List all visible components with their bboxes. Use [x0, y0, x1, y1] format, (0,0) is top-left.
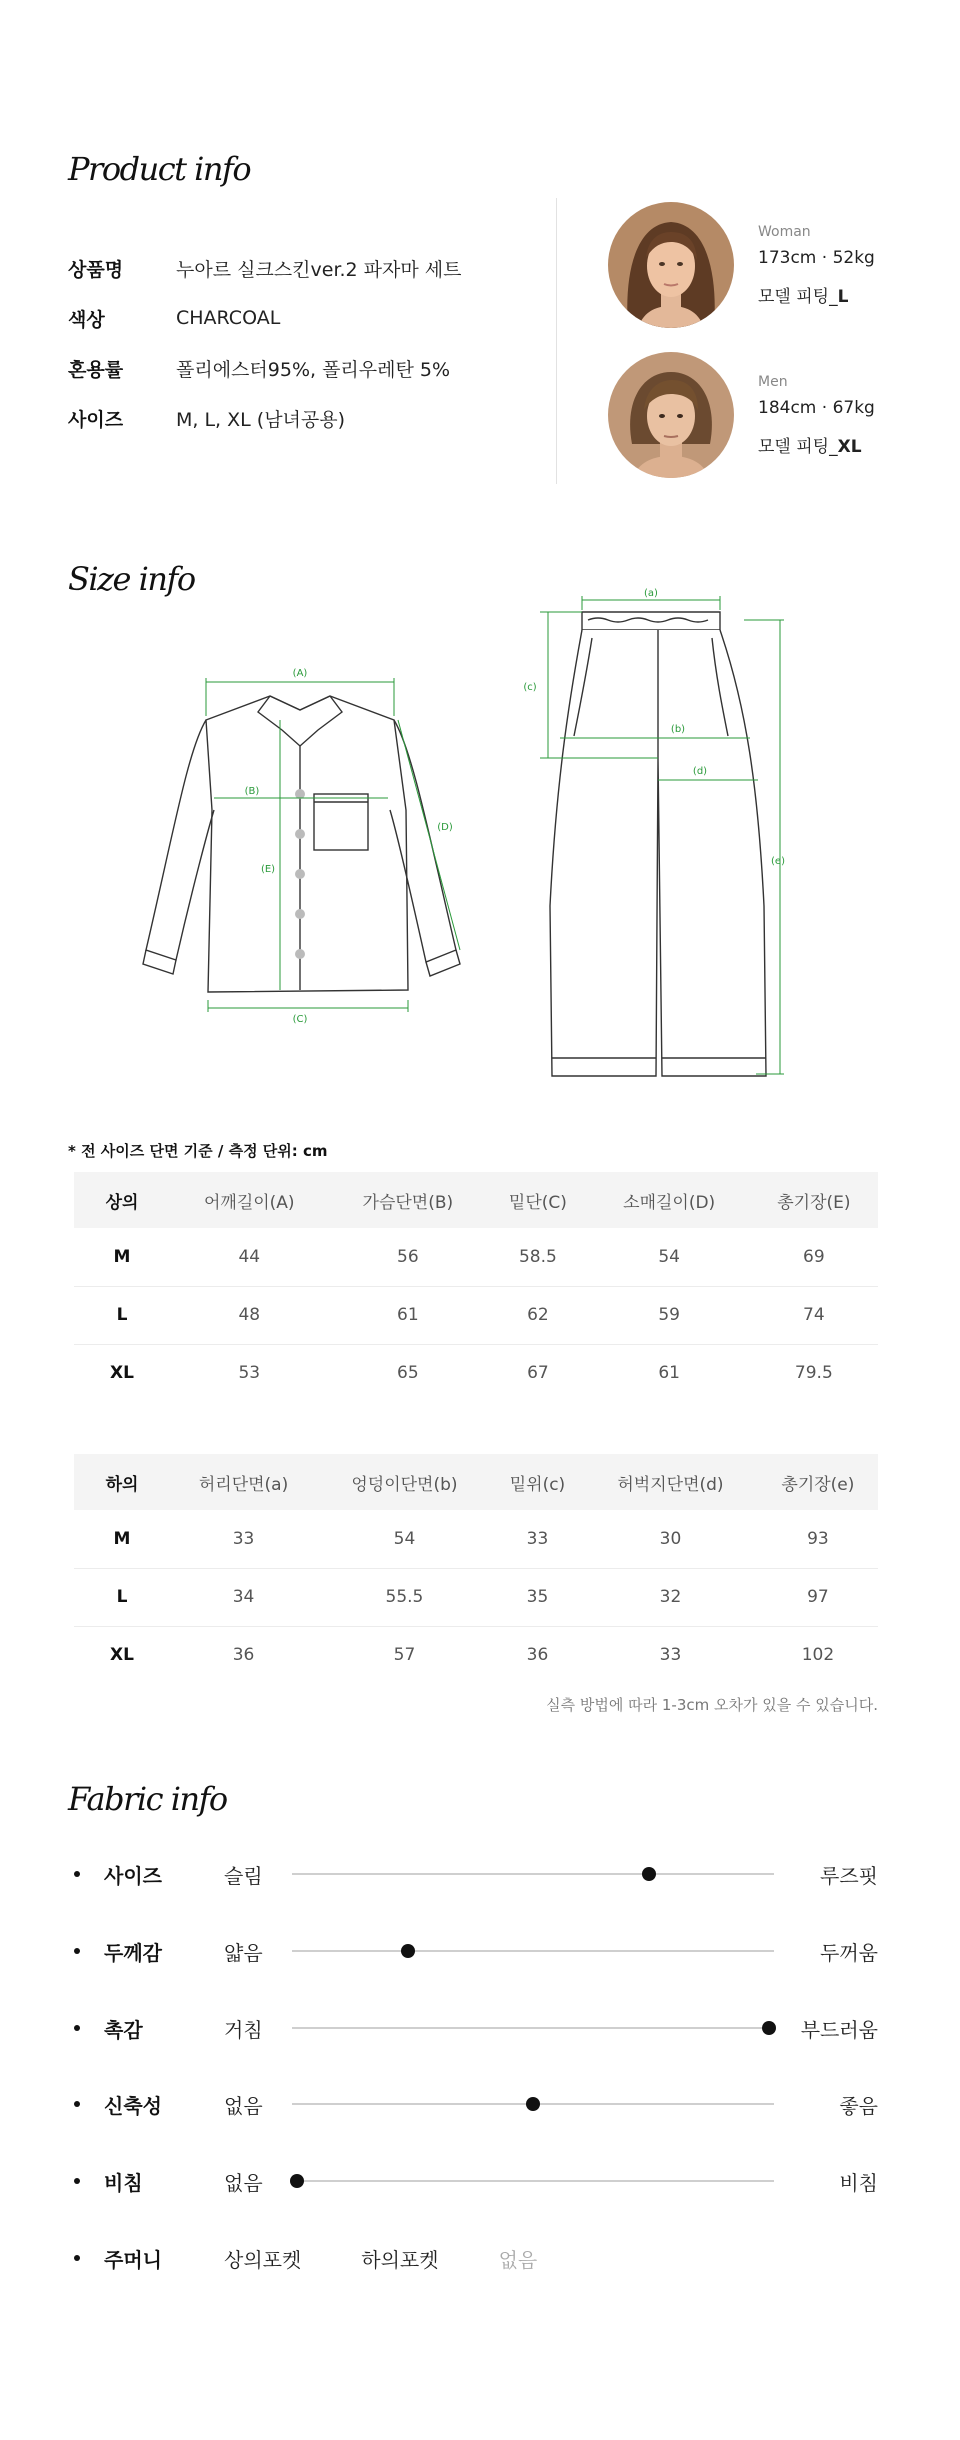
- table-cell: 79.5: [794, 1363, 833, 1384]
- table-cell: 93: [758, 1510, 878, 1568]
- product-name-value: 누아르 실크스킨ver.2 파자마 세트: [176, 258, 462, 281]
- material-value: 폴리에스터95%, 폴리우레탄 5%: [176, 358, 451, 381]
- shirt-diagram: [140, 660, 490, 1034]
- table-cell: 33: [659, 1645, 682, 1666]
- table-cell: 61: [658, 1363, 680, 1384]
- model-men: [608, 352, 875, 478]
- top-table-header: [74, 1172, 878, 1228]
- men-model-avatar: [608, 352, 734, 478]
- fabric-row-thickness: [74, 1931, 878, 1971]
- table-cell: 69: [750, 1228, 878, 1286]
- fabric-scale-marker: [526, 2097, 540, 2111]
- table-cell: 48: [170, 1286, 329, 1344]
- fabric-scale-name: 비침: [104, 2170, 143, 2195]
- table-header-cell: 밑단(C): [487, 1172, 588, 1228]
- shirt-label-b: (B): [244, 786, 260, 797]
- fabric-scale-max: 부드러움: [800, 2017, 878, 2042]
- fabric-scale-track: [292, 1873, 774, 1875]
- fabric-scale-min: 슬림: [224, 1863, 263, 1888]
- table-header-cell: 총기장(E): [750, 1172, 878, 1228]
- shirt-label-d: (D): [437, 822, 453, 833]
- measurement-disclaimer: 실측 방법에 따라 1-3cm 오차가 있을 수 있습니다.: [546, 1696, 878, 1714]
- bullet-icon: [74, 2101, 80, 2107]
- bottom-table-header: [74, 1454, 878, 1510]
- table-cell: 55.5: [317, 1568, 492, 1626]
- table-header-cell: 밑위(c): [492, 1454, 583, 1510]
- color-label: 색상: [68, 308, 105, 331]
- shirt-label-c: (C): [292, 1014, 308, 1025]
- table-cell: XL: [110, 1363, 134, 1384]
- table-cell: XL: [110, 1645, 134, 1666]
- pants-label-e: (e): [771, 856, 785, 867]
- size-row: [68, 403, 345, 433]
- color-row: [68, 303, 280, 333]
- fabric-scale-track: [292, 2027, 774, 2029]
- bullet-icon: [74, 2255, 80, 2261]
- table-cell: 65: [397, 1363, 419, 1384]
- bullet-icon: [74, 2178, 80, 2184]
- product-info-title: Product info: [68, 150, 251, 188]
- shirt-label-a: (A): [292, 668, 308, 679]
- fabric-row-stretch: [74, 2084, 878, 2124]
- product-name-row: [68, 253, 462, 283]
- pants-label-b: (b): [670, 724, 686, 735]
- fabric-scale-min: 얇음: [224, 1940, 263, 1965]
- material-label: 혼용률: [68, 358, 124, 381]
- table-header-cell: 허리단면(a): [170, 1454, 317, 1510]
- color-value: CHARCOAL: [176, 307, 281, 329]
- vertical-divider: [556, 198, 557, 484]
- fabric-scale-max: 비침: [839, 2170, 878, 2195]
- table-row: [74, 1228, 878, 1286]
- measurement-note: * 전 사이즈 단면 기준 / 측정 단위: cm: [68, 1142, 328, 1160]
- fabric-scale-max: 루즈핏: [820, 1863, 878, 1888]
- table-cell: 74: [750, 1286, 878, 1344]
- woman-model-fit: 모델 피팅_L: [758, 286, 849, 307]
- bottom-size-table: [74, 1454, 878, 1684]
- bullet-icon: [74, 1948, 80, 1954]
- pocket-option-top: 상의포켓: [224, 2247, 302, 2272]
- table-cell: L: [74, 1568, 170, 1626]
- table-cell: 97: [758, 1568, 878, 1626]
- table-header-cell: 총기장(e): [758, 1454, 878, 1510]
- table-cell: 54: [589, 1228, 750, 1286]
- table-cell: L: [74, 1286, 170, 1344]
- fabric-scale-track: [292, 2180, 774, 2182]
- table-cell: 33: [492, 1510, 583, 1568]
- table-cell: 36: [232, 1645, 255, 1666]
- pocket-option-bottom: 하의포켓: [361, 2247, 439, 2272]
- men-model-size: 184cm · 67kg: [758, 397, 875, 418]
- table-cell: 44: [170, 1228, 329, 1286]
- table-header-cell: 엉덩이단면(b): [317, 1454, 492, 1510]
- fabric-scale-track: [292, 1950, 774, 1952]
- fabric-scale-min: 없음: [224, 2093, 263, 2118]
- table-cell: 36: [526, 1645, 549, 1666]
- woman-model-avatar: [608, 202, 734, 328]
- table-row: [74, 1510, 878, 1568]
- fabric-scale-min: 없음: [224, 2170, 263, 2195]
- fabric-info-title: Fabric info: [68, 1780, 227, 1818]
- fabric-row-sheerness: [74, 2161, 878, 2201]
- fabric-scale-name: 신축성: [104, 2093, 162, 2118]
- pants-label-c: (c): [523, 682, 537, 693]
- fabric-scale-marker: [401, 1944, 415, 1958]
- model-woman: [608, 202, 875, 328]
- table-cell: 67: [527, 1363, 549, 1384]
- table-header-cell: 허벅지단면(d): [583, 1454, 758, 1510]
- fabric-scale-marker: [290, 2174, 304, 2188]
- fabric-scale-name: 두께감: [104, 1940, 162, 1965]
- fabric-scale-track: [292, 2103, 774, 2105]
- table-cell: 53: [238, 1363, 261, 1384]
- fabric-scale-marker: [642, 1867, 656, 1881]
- top-size-table: [74, 1172, 878, 1402]
- pants-label-d: (d): [692, 766, 708, 777]
- table-cell: 35: [492, 1568, 583, 1626]
- fabric-row-size: [74, 1854, 878, 1894]
- bullet-icon: [74, 2025, 80, 2031]
- table-cell: 33: [170, 1510, 317, 1568]
- table-header-cell: 가슴단면(B): [329, 1172, 488, 1228]
- table-header-cell: 소매길이(D): [589, 1172, 750, 1228]
- table-cell: 61: [329, 1286, 488, 1344]
- pants-label-a: (a): [644, 588, 658, 599]
- fabric-scale-name: 촉감: [104, 2017, 143, 2042]
- table-header-cell: 어깨길이(A): [170, 1172, 329, 1228]
- table-row: [74, 1626, 878, 1684]
- woman-model-size: 173cm · 52kg: [758, 247, 875, 268]
- table-cell: M: [74, 1510, 170, 1568]
- table-cell: 62: [487, 1286, 588, 1344]
- fabric-scale-max: 좋음: [839, 2093, 878, 2118]
- woman-model-label: Woman: [758, 223, 811, 240]
- fabric-row-touch: [74, 2008, 878, 2048]
- size-label: 사이즈: [68, 408, 124, 431]
- size-value: M, L, XL (남녀공용): [176, 408, 346, 431]
- table-cell: 34: [170, 1568, 317, 1626]
- table-cell: 57: [393, 1645, 416, 1666]
- fabric-scale-min: 거침: [224, 2017, 263, 2042]
- shirt-label-e: (E): [260, 864, 276, 875]
- table-row: [74, 1286, 878, 1344]
- men-model-label: Men: [758, 373, 788, 390]
- table-cell: M: [74, 1228, 170, 1286]
- fabric-row-pocket: [74, 2238, 878, 2278]
- table-cell: 54: [317, 1510, 492, 1568]
- table-cell: 30: [583, 1510, 758, 1568]
- table-cell: 102: [801, 1645, 835, 1666]
- table-header-cell: 상의: [74, 1172, 170, 1228]
- table-cell: 59: [589, 1286, 750, 1344]
- table-row: [74, 1344, 878, 1402]
- bullet-icon: [74, 1871, 80, 1877]
- pocket-option-none: 없음: [498, 2247, 538, 2272]
- size-info-title: Size info: [68, 560, 195, 598]
- table-cell: 58.5: [487, 1228, 588, 1286]
- product-name-label: 상품명: [68, 258, 124, 281]
- fabric-pocket-name: 주머니: [104, 2247, 162, 2272]
- table-cell: 56: [329, 1228, 488, 1286]
- pants-diagram: [508, 586, 798, 1100]
- table-cell: 32: [583, 1568, 758, 1626]
- fabric-scale-max: 두꺼움: [820, 1940, 878, 1965]
- fabric-scale-name: 사이즈: [104, 1863, 162, 1888]
- material-row: [68, 353, 450, 383]
- table-row: [74, 1568, 878, 1626]
- table-header-cell: 하의: [74, 1454, 170, 1510]
- men-model-fit: 모델 피팅_XL: [758, 436, 862, 457]
